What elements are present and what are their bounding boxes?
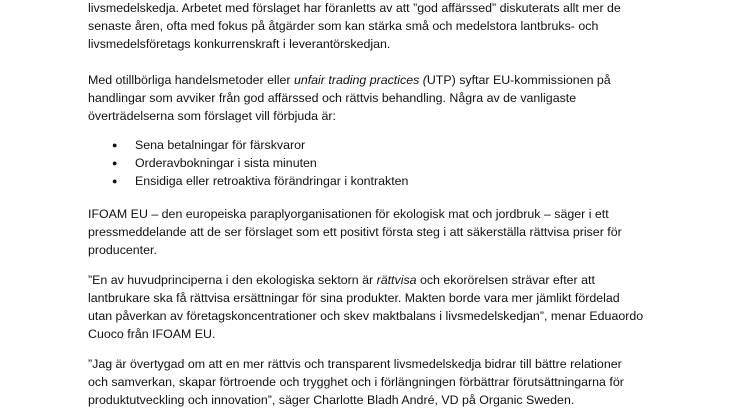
text-line: livsmedelsföretags konkurrenskraft i leverantörskedjan. [88,37,391,51]
text-line: IFOAM EU – den europeiska paraplyorganisationen för ekologisk mat och jordbruk – säger i ett [88,207,609,221]
list-item-text: Sena betalningar för färskvaror [135,138,306,152]
list-item-text: Ensidiga eller retroaktiva förändringar i kontrakten [135,174,409,188]
text-line: ”Jag är övertygad om att en mer rättvis och transparent livsmedelskedja bidrar till bättre relationer [88,357,622,371]
text-run: UTP) syftar EU-kommissionen på [426,73,611,87]
text-line: lantbrukare ska få rättvisa ersättningar för sina produkter. Makten borde vara mer jämlikt fördelad [88,291,620,305]
text-line: livsmedelskedja. Arbetet med förslaget har föranletts av att ”god affärssed” diskuterats allt mer de [88,1,621,15]
paragraph-4 [88,271,643,343]
paragraph-1 [88,0,621,53]
bullet-icon: ● [112,140,118,150]
text-line: pressmeddelande att de ser förslaget som ett positivt första steg i att säkerställa rättvisa priser för [88,225,622,239]
paragraph-2 [88,71,611,125]
text-run: och ekorörelsen strävar efter att [416,273,595,287]
italic-term: rättvisa [376,273,417,287]
text-line: producenter. [88,243,157,257]
paragraph-3 [88,205,622,259]
bullet-icon: ● [112,176,118,186]
text-line: och samverkan, skapar förtroende och trygghet och i förlängningen förbättrar förutsättningarna för [88,375,624,389]
text-line: Cuoco från IFOAM EU. [88,327,216,341]
text-line: produktutveckling och innovation”, säger Charlotte Bladh André, VD på Organic Sweden. [88,393,575,407]
italic-term: unfair trading practices ( [293,73,427,87]
text-line: senaste åren, ofta med fokus på åtgärder som kan stärka små och medelstora lantbruks- och [88,19,599,33]
text-line: handlingar som avviker från god affärssed och rättvis behandling. Några av de vanligaste [88,91,577,105]
text-line [88,271,643,289]
text-line: överträdelserna som förslaget vill förbjuda är: [88,109,336,123]
text-run: ”En av huvudprinciperna i den ekologiska sektorn är [88,273,377,287]
paragraph-5 [88,355,624,409]
bullet-icon: ● [112,158,118,168]
list-item-text: Orderavbokningar i sista minuten [135,156,317,170]
text-line: utan påverkan av företagskoncentrationer och skev maktbalans i livsmedelskedjan”, menar Eduaordo [88,309,644,323]
text-line [88,71,611,89]
text-run: Med otillbörliga handelsmetoder eller [88,73,294,87]
